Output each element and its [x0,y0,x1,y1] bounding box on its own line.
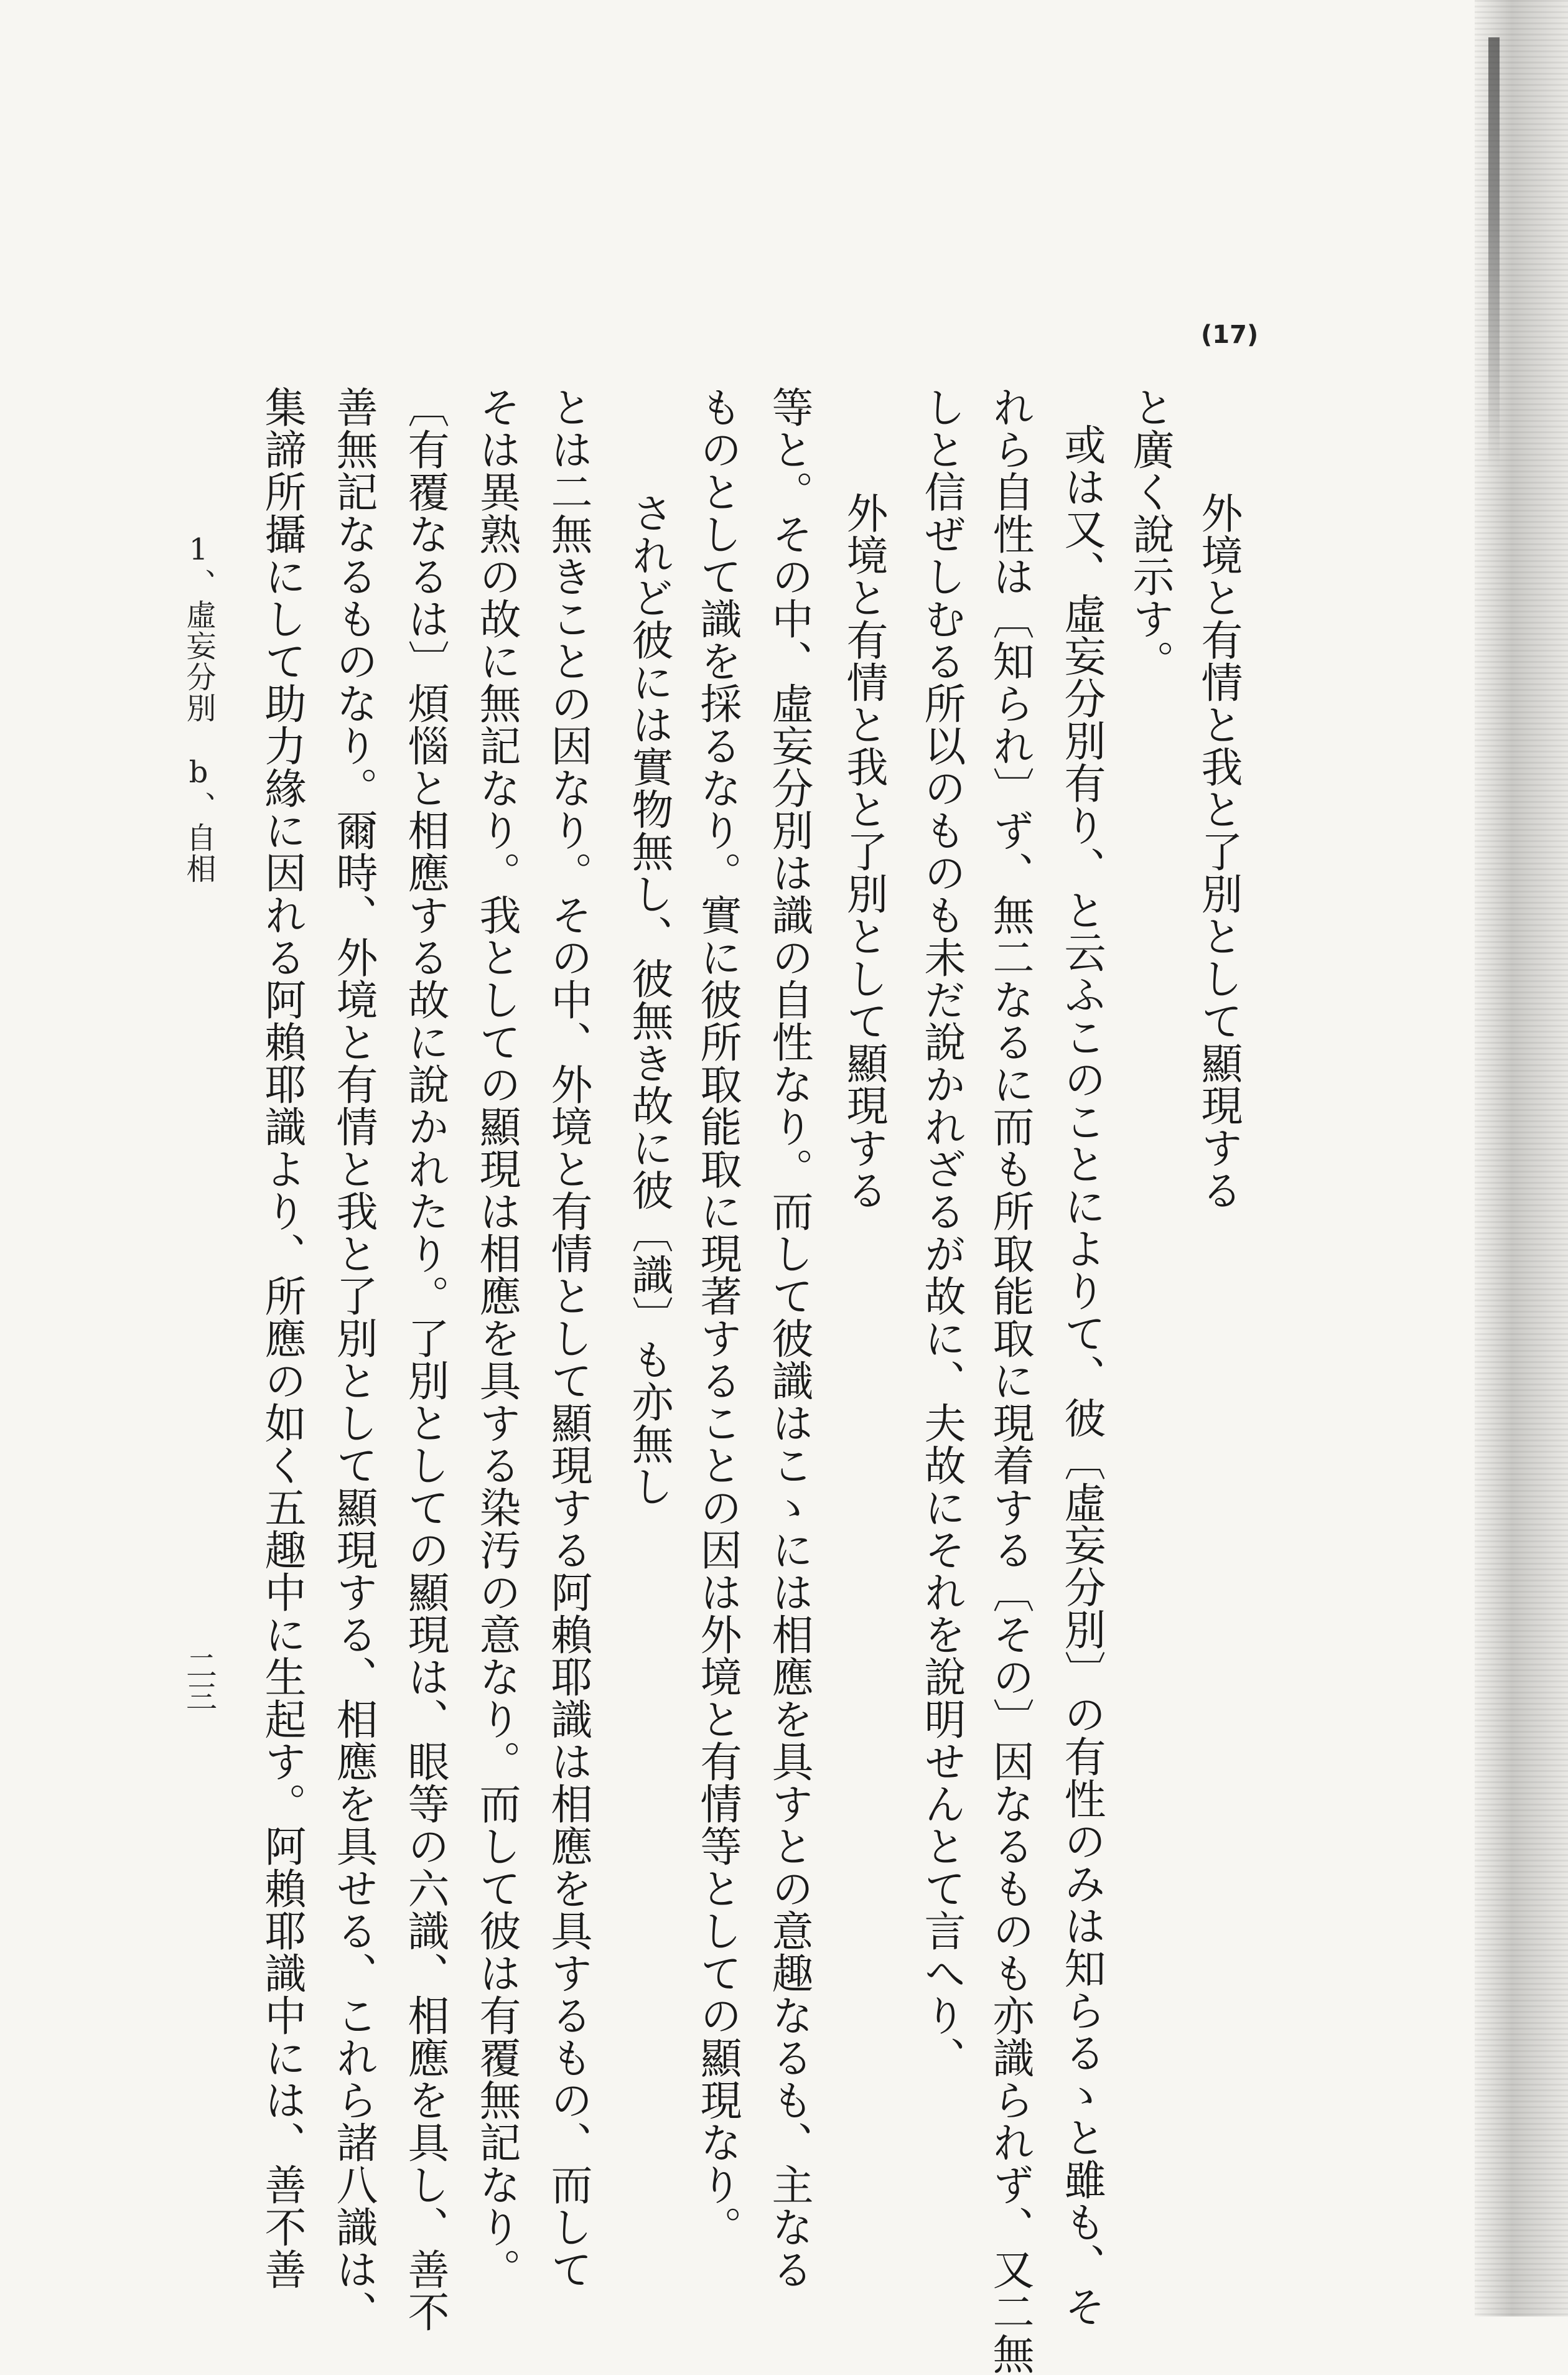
text-column-5: しと信ぜしむる所以のものも未だ說かれざるが故に、夫故にそれを說明せんとて言へり、 [918,386,966,2079]
text-column-11: そは異熟の故に無記なり。我としての顯現は相應を具する染汚の意なり。而して彼は有覆無記なり。 [473,386,521,2290]
page-number: 二三 [181,1649,217,1712]
text-column-12: 〔有覆なるは〕煩惱と相應する故に說かれたり。了別としての顯現は、眼等の六識、相應を具し、善不 [401,386,450,2333]
text-column-7: 等と。その中、虛妄分別は識の自性なり。而して彼識はこゝには相應を具すとの意趣なるも、主なる [765,386,814,2290]
text-column-8: ものとして識を採るなり。實に彼所取能取に現著することの因は外境と有情等としての顯現なり。 [694,386,742,2248]
text-column-6: 外境と有情と我と了別として顯現する [840,492,889,1211]
text-column-10: とは二無きことの因なり。その中、外境と有情として顯現する阿賴耶識は相應を具するもの、而して [544,386,593,2290]
text-column-2: と廣く說示す。 [1126,386,1175,682]
text-column-1: 外境と有情と我と了別として顯現する [1195,492,1243,1211]
scan-binding-mark [1488,37,1500,473]
text-column-13: 善無記なるものなり。爾時、外境と有情と我と了別として顯現する、相應を具せる、これら諸八識は、 [330,386,378,2333]
text-column-14: 集諦所攝にして助力緣に因れる阿賴耶識より、所應の如く五趣中に生起す。阿賴耶識中には、善不善 [258,386,307,2290]
text-column-3: 或は又、虛妄分別有り、と云ふこのことによりて、彼〔虛妄分別〕の有性のみは知らるゝと雖も、そ [1058,423,1106,2328]
footnote: 1、虛妄分別 b、自相 [181,532,216,884]
text-column-4: れら自性は〔知られ〕ず、無二なるに而も所取能取に現着する〔その〕因なるものも亦識られず、又二無 [986,386,1035,2375]
page-marker: (17) [1201,321,1259,349]
text-column-9: されど彼には實物無し、彼無き故に彼〔識〕も亦無し [625,492,674,1507]
